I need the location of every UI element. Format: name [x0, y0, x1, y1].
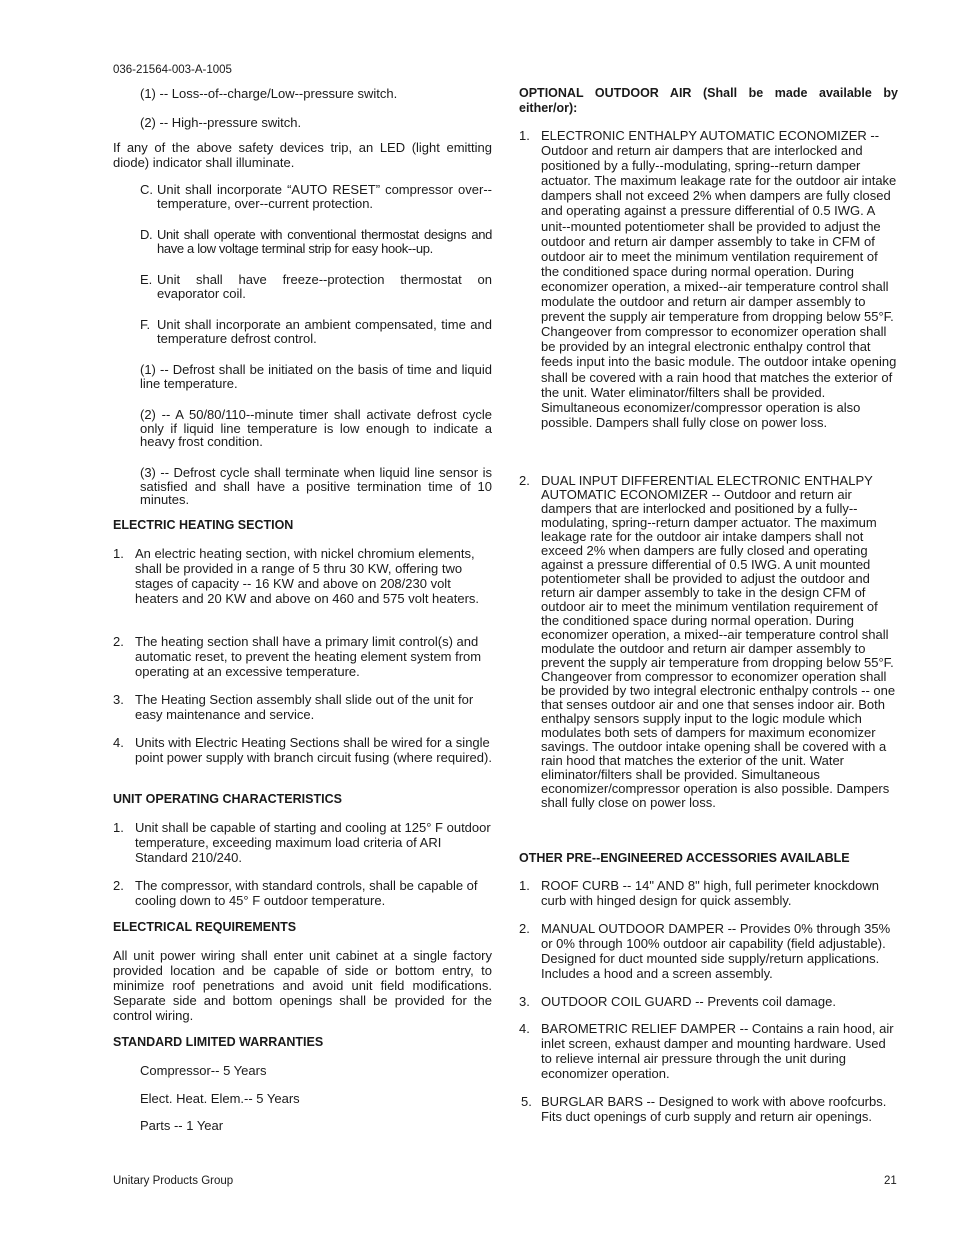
- accessory-item-1: [519, 878, 898, 908]
- operating-heading: UNIT OPERATING CHARACTERISTICS: [113, 792, 342, 806]
- list-number: 1.: [113, 820, 124, 835]
- accessories-heading: OTHER PRE--ENGINEERED ACCESSORIES AVAILABLE: [519, 851, 850, 865]
- safety-item-1: (1) -- Loss--of--charge/Low--pressure switch.: [140, 86, 398, 101]
- warranty-parts: Parts -- 1 Year: [140, 1118, 224, 1133]
- document-id: 036-21564-003-A-1005: [113, 64, 232, 76]
- list-number: 3.: [113, 692, 124, 707]
- list-number: 2.: [113, 878, 124, 893]
- accessory-item-2: [519, 921, 898, 981]
- accessory-item-4: [519, 1021, 898, 1081]
- item-d-text: Unit shall operate with conventional thermostat designs and have a low voltage terminal strip for easy hook--up.: [157, 227, 492, 256]
- list-number: 4.: [519, 1021, 530, 1036]
- list-text: Unit shall be capable of starting and cooling at 125° F outdoor temperature, exceeding maximum load criteria of ARI Standard 210/240.: [135, 820, 491, 865]
- warranty-compressor: Compressor-- 5 Years: [140, 1063, 267, 1078]
- accessory-item-5: [519, 1094, 898, 1124]
- defrost-item-2: (2) -- A 50/80/110--minute timer shall activate defrost cycle only if liquid line temperature is low enough to indicate a heavy frost condition.: [140, 407, 492, 449]
- footer-company: Unitary Products Group: [113, 1175, 234, 1187]
- led-paragraph: If any of the above safety devices trip, an LED (light emitting diode) indicator shall illuminate.: [113, 140, 492, 170]
- electrical-paragraph: All unit power wiring shall enter unit cabinet at a single factory provided location and be capable of side or bottom entry, to minimize roof penetrations and avoid unit field modifications. Separate side and bottom openings shall be provided for the control wiring.: [113, 948, 492, 1023]
- safety-item-2: (2) -- High--pressure switch.: [140, 115, 302, 130]
- defrost-item-3: (3) -- Defrost cycle shall terminate when liquid line sensor is satisfied and shall have a positive termination time of 10 minutes.: [140, 465, 492, 507]
- item-d: [113, 228, 492, 256]
- list-text: The compressor, with standard controls, shall be capable of cooling down to 45° F outdoor temperature.: [135, 878, 478, 908]
- list-number: 2.: [519, 921, 530, 936]
- item-f-text: Unit shall incorporate an ambient compensated, time and temperature defrost control.: [157, 317, 492, 346]
- warranty-heat-element: Elect. Heat. Elem.-- 5 Years: [140, 1091, 300, 1106]
- page-number: 21: [884, 1175, 897, 1187]
- list-number: 5.: [521, 1094, 532, 1109]
- accessory-item-3: [519, 994, 898, 1009]
- list-text: An electric heating section, with nickel chromium elements, shall be provided in a range of 5 thru 30 KW, offering two stages of capacity -- 16 KW and above on 208/230 volt heaters and 20 KW and above on 460 and 575 volt heaters.: [135, 546, 480, 606]
- list-number: 1.: [519, 128, 530, 143]
- heating-item-4: [113, 735, 492, 765]
- electrical-heading: ELECTRICAL REQUIREMENTS: [113, 920, 297, 934]
- item-f: [113, 318, 492, 346]
- item-e-letter: E.: [140, 272, 153, 287]
- heating-item-1: [113, 546, 492, 606]
- operating-item-2: [113, 878, 492, 908]
- item-c: [113, 183, 492, 211]
- list-text: Units with Electric Heating Sections shall be wired for a single point power supply with branch circuit fusing (where required).: [135, 735, 492, 765]
- item-e-text: Unit shall have freeze--protection thermostat on evaporator coil.: [157, 272, 492, 301]
- outdoor-air-item-1: [519, 128, 898, 430]
- list-text: BURGLAR BARS -- Designed to work with above roofcurbs. Fits duct openings of curb supply and return air openings.: [541, 1094, 887, 1124]
- list-text: BAROMETRIC RELIEF DAMPER -- Contains a rain hood, air inlet screen, exhaust damper and mounting hardware. Used to relieve internal air pressure through the unit during economizer operation.: [541, 1021, 894, 1081]
- item-d-letter: D.: [140, 227, 153, 242]
- list-number: 4.: [113, 735, 124, 750]
- warranties-heading: STANDARD LIMITED WARRANTIES: [113, 1035, 324, 1049]
- list-text: ROOF CURB -- 14" AND 8" high, full perimeter knockdown curb with hinged design for quick assembly.: [541, 878, 879, 908]
- electric-heating-heading: ELECTRIC HEATING SECTION: [113, 518, 294, 532]
- list-number: 3.: [519, 994, 530, 1009]
- list-number: 1.: [113, 546, 124, 561]
- outdoor-air-heading: OPTIONAL OUTDOOR AIR (Shall be made available by either/or):: [519, 86, 898, 115]
- outdoor-air-item-2: [519, 474, 898, 810]
- list-text: ELECTRONIC ENTHALPY AUTOMATIC ECONOMIZER -- Outdoor and return air dampers that are interlocked and positioned by a fully--modulating, spring--return damper actuator. The maximum leakage rate for the outdoor air intake dampers shall not exceed 2% when dampers are fully closed and operating against a pressure differential of 0.5 IWG. A unit--mounted potentiometer shall be provided to adjust the outdoor and return air damper assembly to take in CFM of outdoor air to meet the minimum ventilation requirement of the conditioned space during normal operation. During economizer operation, a mixed--air temperature control shall modulate the outdoor and return air damper assembly to prevent the supply air temperature from dropping below 55°F. Changeover from compressor to economizer operation shall be provided by an integral electronic enthalpy control that feeds input into the basic module. The outdoor intake opening shall be covered with a rain hood that matches the exterior of the unit. Water eliminator/filters shall be provided. Simultaneous economizer/compressor operation is also possible. Dampers shall fully close on power loss.: [541, 128, 897, 430]
- heating-item-3: [113, 692, 492, 722]
- list-number: 1.: [519, 878, 530, 893]
- list-text: OUTDOOR COIL GUARD -- Prevents coil damage.: [541, 994, 836, 1009]
- heating-item-2: [113, 634, 492, 679]
- operating-item-1: [113, 820, 492, 865]
- item-c-letter: C.: [140, 182, 153, 197]
- list-number: 2.: [519, 473, 530, 488]
- list-text: DUAL INPUT DIFFERENTIAL ELECTRONIC ENTHALPY AUTOMATIC ECONOMIZER -- Outdoor and return air dampers that are interlocked and positioned by a fully--modulating, spring--return damper actuator. The maximum leakage rate for the outdoor air intake dampers shall not exceed 2% when dampers are fully closed and operating against a pressure differential of 0.5 IWG. A unit mounted potentiometer shall be provided to adjust the outdoor and return air damper assembly to take in the design CFM of outdoor air to meet the minimum ventilation requirement of the conditioned space during normal operation. During economizer operation, a mixed--air temperature control shall modulate the outdoor and return air damper assembly to prevent the supply air temperature from dropping below 55°F. Changeover from compressor to economizer operation shall be provided by two integral electronic enthalpy controls -- one that senses outdoor air and one that senses indoor air. Both enthalpy sensors supply input to the logic module which modulates both sets of dampers for maximum economizer savings. The outdoor intake opening shall be covered with a rain hood that matches the exterior of the unit. Water eliminator/filters shall be provided. Simultaneous economizer/compressor operation is also possible. Dampers shall fully close on power loss.: [541, 473, 896, 810]
- item-c-text: Unit shall incorporate “AUTO RESET” compressor over--temperature, over--current protection.: [157, 182, 492, 211]
- list-text: The heating section shall have a primary limit control(s) and automatic reset, to prevent the heating element system from operating at an excessive temperature.: [135, 634, 482, 679]
- list-number: 2.: [113, 634, 124, 649]
- list-text: MANUAL OUTDOOR DAMPER -- Provides 0% through 35% or 0% through 100% outdoor air capability (field adjustable). Designed for duct mounted side supply/return applications. Includes a hood and a screen assembly.: [541, 921, 891, 981]
- item-f-letter: F.: [140, 317, 151, 332]
- item-e: [113, 273, 492, 301]
- defrost-item-1: (1) -- Defrost shall be initiated on the basis of time and liquid line temperature.: [140, 362, 492, 391]
- list-text: The Heating Section assembly shall slide out of the unit for easy maintenance and service.: [135, 692, 474, 722]
